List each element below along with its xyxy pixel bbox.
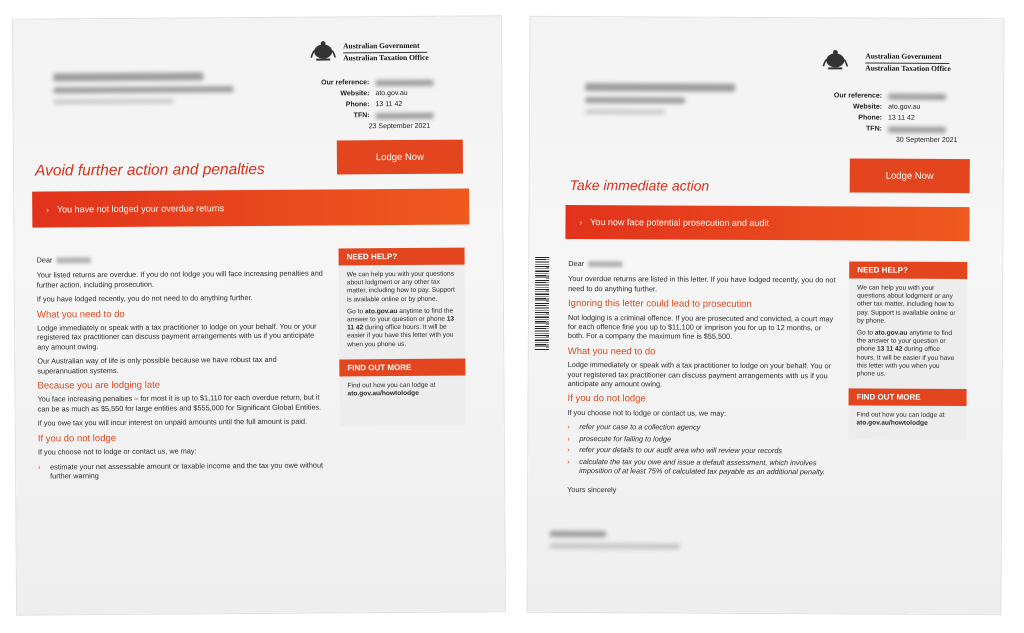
letter-body bbox=[37, 254, 329, 483]
tfn-label: TFN: bbox=[353, 112, 370, 120]
paragraph: Lodge immediately or speak with a tax practitioner to lodge on your behalf. You or your registered tax practitioner can discuss payment arrangements with us if you anticipate any amount owing. bbox=[567, 360, 832, 389]
paragraph: Your overdue returns are listed in this letter. If you have lodged recently, you do not need to do anything further. bbox=[568, 274, 836, 294]
chevron-right-icon: › bbox=[46, 204, 49, 214]
ato-website-link[interactable]: ato.gov.au bbox=[874, 329, 908, 337]
need-help-heading: NEED HELP? bbox=[849, 261, 967, 279]
website-value: ato.gov.au bbox=[888, 103, 921, 111]
section-heading: Because you are lodging late bbox=[37, 379, 161, 392]
salutation: Dear bbox=[568, 258, 585, 269]
ato-letter-final-notice bbox=[527, 17, 1003, 614]
redacted-tfn bbox=[376, 113, 434, 119]
website-label: Website: bbox=[340, 90, 370, 98]
help-sidebar: NEED HELP? We can help you with your questions about lodgment or any other tax matter, including how to pay. Support is available online or by phone. Go to ato.gov.au anytime to find the answer to your question or phone 13 11 42 during office hours. It will be easier if you have this letter with you when you phone us. FIND OUT MORE Find out how you can lodge at ato.gov.au/howtolodge bbox=[848, 261, 967, 440]
need-help-heading: NEED HELP? bbox=[339, 248, 465, 266]
list-item: › prosecute for failing to lodge bbox=[567, 434, 835, 445]
chevron-right-icon: › bbox=[579, 217, 583, 227]
letter-body bbox=[567, 259, 836, 501]
ato-phone-number: 13 11 42 bbox=[347, 315, 455, 332]
section-heading: If you do not lodge bbox=[567, 393, 646, 405]
help-text: We can help you with your questions about lodgment or any other tax matter, including how to pay. Support is available online or by phone. bbox=[346, 270, 455, 303]
reference-label: Our reference: bbox=[833, 92, 883, 100]
government-name: Australian Government bbox=[343, 40, 420, 51]
reference-label: Our reference: bbox=[321, 79, 370, 87]
barcode bbox=[535, 257, 549, 351]
help-sidebar: NEED HELP? We can help you with your questions about lodgment or any other tax matter, including how to pay. Support is available online or by phone. Go to ato.gov.au anytime to find the answer to your question or phone 13 11 42 during office hours. It will be easier if you have this letter with you when you phone us. FIND OUT MORE Find out how you can lodge at ato.gov.au/howtolodge bbox=[339, 248, 466, 427]
letter-date: 30 September 2021 bbox=[895, 136, 958, 145]
office-name: Australian Taxation Office bbox=[343, 52, 429, 63]
how-to-lodge-link[interactable]: ato.gov.au/howtolodge bbox=[856, 419, 928, 428]
alert-banner bbox=[565, 205, 969, 241]
letter-date: 23 September 2021 bbox=[368, 122, 431, 131]
redacted-address bbox=[53, 72, 203, 81]
redacted-reference bbox=[375, 80, 433, 86]
sign-off: Yours sincerely bbox=[567, 485, 617, 495]
consequence-list bbox=[38, 460, 328, 481]
government-name: Australian Government bbox=[865, 51, 942, 61]
redacted-signatory-title bbox=[550, 543, 680, 550]
letter-title: Avoid further action and penalties bbox=[34, 160, 265, 180]
lodge-now-button[interactable]: Lodge Now bbox=[850, 158, 970, 193]
website-label: Website: bbox=[853, 103, 883, 111]
list-item: › estimate your net assessable amount or taxable income and the tax you owe without further warning bbox=[38, 460, 328, 481]
ato-website-link[interactable]: ato.gov.au bbox=[364, 307, 398, 316]
paragraph: If you choose not to lodge or contact us, we may: bbox=[37, 446, 197, 457]
redacted-address bbox=[585, 83, 735, 92]
phone-label: Phone: bbox=[345, 101, 370, 109]
list-item: › calculate the tax you owe and issue a default assessment, which involves imposition of at least 75% of calculated tax payable as an additional penalty. bbox=[567, 456, 835, 476]
redacted-name bbox=[56, 257, 90, 263]
how-to-lodge-link[interactable]: ato.gov.au/howtolodge bbox=[347, 389, 419, 398]
redacted-address bbox=[53, 86, 233, 93]
redacted-address bbox=[585, 109, 665, 114]
find-out-more-heading: FIND OUT MORE bbox=[849, 389, 967, 407]
section-heading: If you do not lodge bbox=[37, 432, 117, 445]
office-name: Australian Taxation Office bbox=[865, 63, 951, 73]
paragraph: Lodge immediately or speak with a tax practitioner to lodge on your behalf. You or your registered tax practitioner can discuss payment arrangements with us if you anticipate any amount owing. bbox=[37, 321, 317, 352]
redacted-name bbox=[588, 261, 622, 267]
ato-letter-first-notice bbox=[13, 16, 505, 614]
phone-value: 13 11 42 bbox=[888, 114, 915, 122]
section-heading: Ignoring this letter could lead to prosecution bbox=[568, 298, 752, 311]
redacted-reference bbox=[888, 94, 946, 100]
banner-text: You now face potential prosecution and audit bbox=[590, 217, 769, 229]
section-heading: What you need to do bbox=[567, 345, 656, 358]
paragraph: Not lodging is a criminal offence. If you are prosecuted and convicted, a court may for each offence fine you up to $11,100 or imprison you for up to 12 months, or both. For a company the maximum fine is $55,500. bbox=[567, 312, 834, 342]
redacted-address bbox=[585, 97, 685, 104]
paragraph: You face increasing penalties – for most it is up to $1,110 for each overdue return, but it can be as much as $5,550 for large entities and $555,000 for Significant Global Entities. bbox=[37, 393, 322, 414]
redacted-signature bbox=[550, 531, 606, 537]
tfn-label: TFN: bbox=[866, 125, 882, 133]
ato-phone-number: 13 11 42 bbox=[876, 346, 903, 354]
paragraph: Your listed returns are overdue. If you do not lodge you will face increasing penalties and further action, including prosecution. bbox=[36, 268, 323, 290]
paragraph: Our Australian way of life is only possible because we have robust tax and superannuation systems. bbox=[37, 355, 277, 376]
paragraph: If you choose not to lodge or contact us, we may: bbox=[567, 407, 727, 418]
paragraph: If you have lodged recently, you do not need to do anything further. bbox=[36, 293, 253, 304]
redacted-address bbox=[53, 99, 173, 105]
paragraph: If you owe tax you will incur interest on unpaid amounts until the full amount is paid. bbox=[37, 416, 308, 428]
banner-text: You have not lodged your overdue returns bbox=[56, 203, 225, 215]
section-heading: What you need to do bbox=[36, 308, 125, 321]
list-item: › refer your case to a collection agency bbox=[567, 422, 835, 433]
coat-of-arms-icon bbox=[308, 39, 338, 61]
alert-banner bbox=[32, 189, 469, 228]
phone-label: Phone: bbox=[858, 114, 883, 122]
phone-value: 13 11 42 bbox=[375, 100, 403, 109]
coat-of-arms-icon bbox=[820, 48, 850, 70]
salutation: Dear bbox=[36, 255, 53, 265]
consequence-list bbox=[567, 422, 835, 476]
website-value: ato.gov.au bbox=[375, 89, 408, 98]
lodge-now-button[interactable]: Lodge Now bbox=[337, 140, 463, 175]
help-text: We can help you with your questions about lodgment or any other tax matter, including how to pay. Support is available online or by phone. bbox=[856, 284, 956, 325]
redacted-tfn bbox=[888, 127, 946, 133]
letter-title: Take immediate action bbox=[569, 176, 710, 194]
find-out-more-heading: FIND OUT MORE bbox=[339, 358, 465, 376]
list-item: › refer your details to our audit area who will review your records bbox=[567, 445, 835, 456]
